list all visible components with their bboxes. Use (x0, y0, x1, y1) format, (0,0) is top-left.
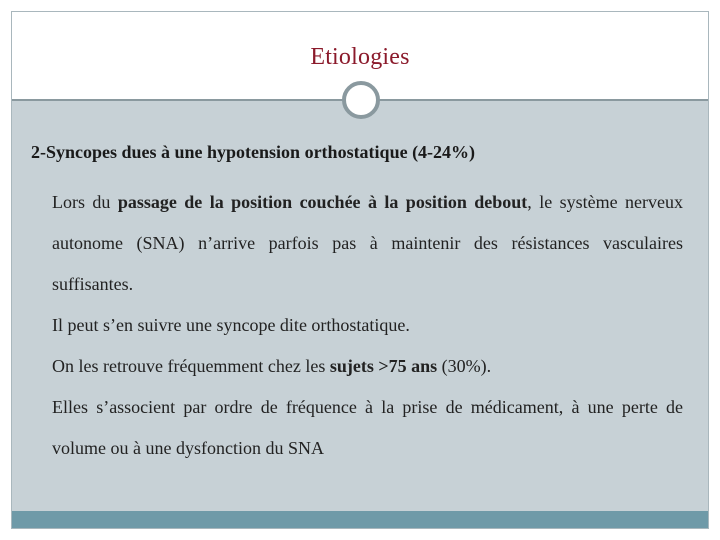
bullet-text: Lors du (52, 192, 118, 212)
bullet-item (31, 182, 683, 305)
bullet-item (31, 387, 683, 469)
bullet-item (31, 346, 683, 387)
slide-title: Etiologies (310, 44, 410, 70)
bullet-text: Elles s’associent par ordre de fréquence à la prise de médicament, à une perte de volume ou à une dysfonction du SNA (52, 397, 683, 458)
slide (11, 11, 709, 529)
bullet-list (31, 182, 683, 469)
bullet-text: On les retrouve fréquemment chez les (52, 356, 330, 376)
bullet-item (31, 305, 683, 346)
divider-circle-ornament (342, 81, 380, 119)
bullet-emphasis: sujets >75 ans (329, 356, 438, 376)
section-heading: 2-Syncopes dues à une hypotension orthostatique (4-24%) (31, 142, 476, 162)
bullet-text: Il peut s’en suivre une syncope dite orthostatique. (52, 315, 410, 335)
bullet-emphasis: passage de la position couchée à la position debout (117, 192, 528, 212)
bullet-text: , le système nerveux autonome (SNA) n’arrive parfois pas à maintenir des résistances vasculaires suffisantes. (52, 192, 683, 294)
bullet-text: (30%). (437, 356, 492, 376)
footer-accent-bar (12, 511, 708, 528)
